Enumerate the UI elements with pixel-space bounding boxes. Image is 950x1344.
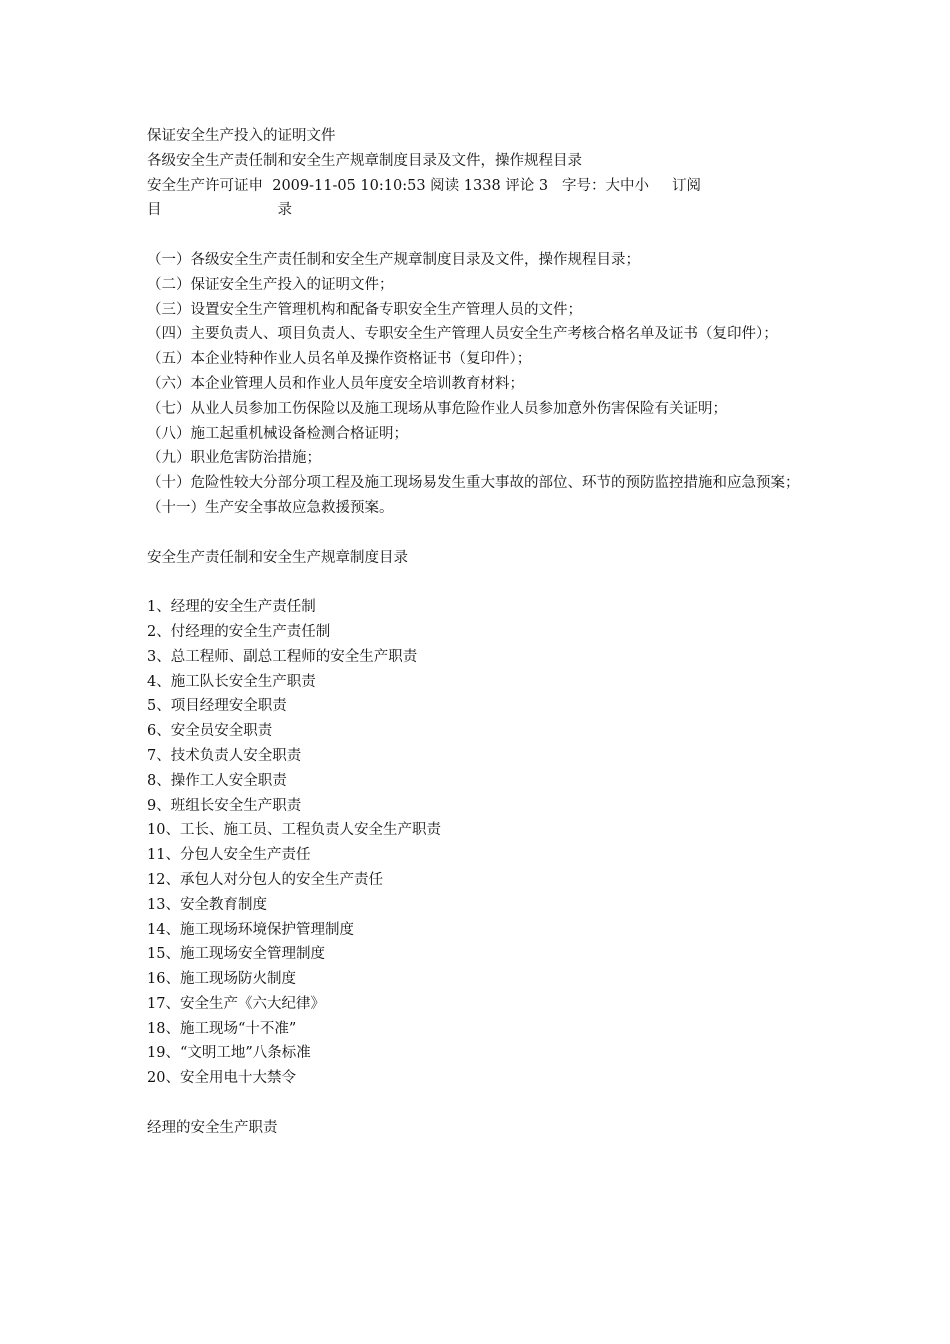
rules-item: 1、经理的安全生产责任制 (147, 599, 316, 616)
rules-item: 3、总工程师、副总工程师的安全生产职责 (147, 648, 418, 665)
rules-item: 6、安全员安全职责 (147, 723, 273, 740)
contents-item: （八）施工起重机械设备检测合格证明； (147, 425, 408, 442)
toc-heading (147, 198, 292, 223)
spacer (147, 570, 817, 595)
rules-item: 9、班组长安全生产职责 (147, 797, 302, 814)
rules-item: 10、工长、施工员、工程负责人安全生产职责 (147, 822, 441, 839)
spacer (147, 223, 817, 248)
rules-list (147, 595, 817, 1091)
rules-item: 19、“文明工地”八条标准 (147, 1045, 311, 1062)
rules-item: 18、施工现场“十不准” (147, 1020, 297, 1037)
contents-item: （三）设置安全生产管理机构和配备专职安全生产管理人员的文件； (147, 301, 582, 318)
contents-item: （六）本企业管理人员和作业人员年度安全培训教育材料； (147, 375, 524, 392)
section-heading: 安全生产责任制和安全生产规章制度目录 (147, 549, 408, 566)
document-body (147, 124, 817, 1141)
rules-item: 13、安全教育制度 (147, 896, 267, 913)
article-meta: 安全生产许可证申 2009-11-05 10:10:53 阅读 1338 评论 3 字号：大中小 订阅 (147, 177, 701, 194)
toc-heading-char-2: 录 (277, 202, 292, 219)
spacer (147, 521, 817, 546)
rules-item: 16、施工现场防火制度 (147, 971, 296, 988)
contents-list (147, 248, 817, 521)
spacer (147, 1091, 817, 1116)
contents-item: （十）危险性较大分部分项工程及施工现场易发生重大事故的部位、环节的预防监控措施和应急预案； (147, 475, 800, 492)
contents-item: （九）职业危害防治措施； (147, 450, 321, 467)
rules-item: 15、施工现场安全管理制度 (147, 946, 325, 963)
toc-heading-char-1: 目 (147, 202, 162, 219)
rules-item: 4、施工队长安全生产职责 (147, 673, 316, 690)
contents-item: （五）本企业特种作业人员名单及操作资格证书（复印件）； (147, 351, 532, 368)
rules-item: 2、付经理的安全生产责任制 (147, 623, 331, 640)
contents-item: （二）保证安全生产投入的证明文件； (147, 276, 394, 293)
rules-item: 17、安全生产《六大纪律》 (147, 995, 325, 1012)
rules-item: 8、操作工人安全职责 (147, 772, 287, 789)
contents-item: （七）从业人员参加工伤保险以及施工现场从事危险作业人员参加意外伤害保险有关证明； (147, 400, 727, 417)
rules-item: 12、承包人对分包人的安全生产责任 (147, 871, 383, 888)
contents-item: （十一）生产安全事故应急救援预案。 (147, 499, 394, 516)
rules-item: 7、技术负责人安全职责 (147, 747, 302, 764)
rules-item: 14、施工现场环境保护管理制度 (147, 921, 354, 938)
subsection-heading: 经理的安全生产职责 (147, 1119, 278, 1136)
contents-item: （四）主要负责人、项目负责人、专职安全生产管理人员安全生产考核合格名单及证书（复印件）； (147, 326, 778, 343)
rules-item: 5、项目经理安全职责 (147, 698, 287, 715)
rules-item: 11、分包人安全生产责任 (147, 847, 311, 864)
document-subtitle: 各级安全生产责任制和安全生产规章制度目录及文件，操作规程目录 (147, 152, 582, 169)
rules-item: 20、安全用电十大禁令 (147, 1070, 296, 1087)
document-title: 保证安全生产投入的证明文件 (147, 128, 336, 144)
contents-item: （一）各级安全生产责任制和安全生产规章制度目录及文件，操作规程目录； (147, 251, 640, 268)
